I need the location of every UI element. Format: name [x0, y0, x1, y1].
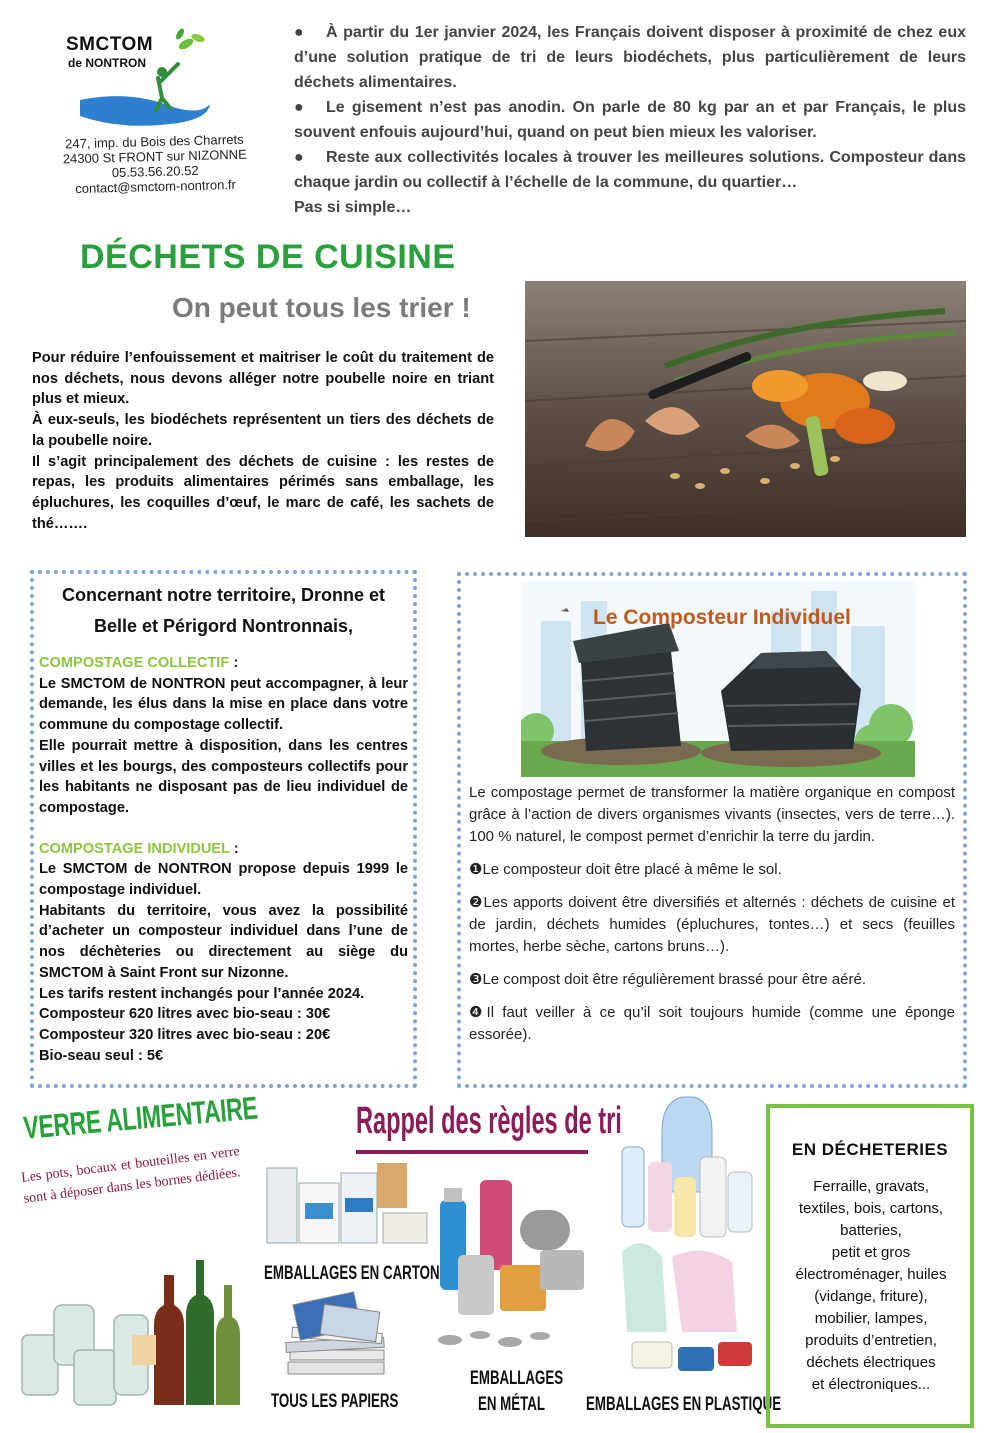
individuel-paragraph: Le SMCTOM de NONTRON propose depuis 1999 le compostage individuel. [39, 861, 408, 899]
phone-number: 05.53.56.20.52 [111, 162, 199, 181]
label-plastique: EMBALLAGES EN PLASTIQUE [586, 1394, 782, 1415]
individuel-paragraph: Les tarifs restent inchangés pour l’année 2024. [39, 985, 365, 1002]
price-line: Composteur 320 litres avec bio-seau : 20€ [39, 1026, 331, 1043]
logo-block [40, 20, 270, 210]
individuel-heading: COMPOSTAGE INDIVIDUEL : [39, 840, 239, 857]
carton-packaging-illustration [265, 1158, 430, 1258]
article-body [32, 348, 494, 534]
decheteries-line: petit et gros [831, 1244, 911, 1261]
decheteries-line: électroménager, huiles [795, 1266, 947, 1283]
intro-closing: Pas si simple… [294, 199, 412, 216]
composteur-rule: ❸Le compost doit être régulièrement brassé pour être aéré. [469, 971, 866, 988]
page-subtitle: On peut tous les trier ! [172, 292, 471, 323]
decheteries-line: textiles, bois, cartons, [798, 1200, 944, 1217]
article-paragraph: Il s’agit principalement des déchets de cuisine : les restes de repas, les produits alimentaires périmés sans emballage, les épluchures, les coquilles d’œuf, le marc de café, les sachets de thé……. [32, 453, 494, 532]
page-title: DÉCHETS DE CUISINE [80, 238, 456, 276]
article-paragraph: Pour réduire l’enfouissement et maitriser le coût du traitement de nos déchets, nous devons alléger notre poubelle noire en triant plus et mieux. [32, 350, 494, 408]
verre-text: Les pots, bocaux et bouteilles en verre sont à déposer dans les bornes dédiées. [20, 1144, 242, 1207]
address-line-2: 24300 St FRONT sur NIZONNE [62, 146, 247, 167]
metal-packaging-illustration [430, 1160, 590, 1360]
composteur-body [469, 782, 955, 1057]
price-line: Bio-seau seul : 5€ [39, 1047, 164, 1064]
rappel-underline [356, 1150, 588, 1154]
composteur-rule: ❷Les apports doivent être diversifiés et alternés : déchets de cuisine et de jardin, déchets humides (épluchures, tontes…) et secs (feuilles mortes, herbe sèche, cartons bruns…). [469, 894, 955, 955]
label-carton: EMBALLAGES EN CARTON [264, 1263, 440, 1284]
logo-address [39, 131, 270, 197]
composteur-intro: Le compostage permet de transformer la matière organique en compost grâce à l’action de divers organismes vivants (insectes, vers de terre…). 100 % naturel, le compost permet d’enrichir la terre du jardin. [469, 784, 955, 845]
glass-jars-illustration [14, 1255, 246, 1415]
decheteries-line: déchets électriques [806, 1354, 936, 1371]
plastic-packaging-illustration [612, 1092, 762, 1392]
logo-brand-sub: de NONTRON [68, 56, 146, 70]
composteur-rule: ❶Le composteur doit être placé à même le sol. [469, 861, 782, 878]
decheteries-line: et électroniques... [811, 1376, 931, 1393]
collectif-heading: COMPOSTAGE COLLECTIF : [39, 655, 239, 671]
label-papiers: TOUS LES PAPIERS [271, 1391, 399, 1412]
collectif-paragraph: Elle pourrait mettre à disposition, dans les centres villes et les bourgs, des composteurs collectifs pour les habitants ne disposant pas de lieu individuel de compostage. [39, 737, 408, 816]
territory-body [39, 653, 408, 1066]
intro-bullet: ● Le gisement n’est pas anodin. On parle de 80 kg par an et par Français, le plus souvent enfouis aujourd’hui, quand on peut bien mieux les valoriser. [294, 95, 966, 145]
verre-title: VERRE ALIMENTAIRE [22, 1089, 259, 1146]
decheteries-line: produits d’entretien, [805, 1332, 937, 1349]
email-address: contact@smctom-nontron.fr [75, 176, 237, 197]
price-line: Composteur 620 litres avec bio-seau : 30€ [39, 1006, 331, 1023]
rappel-title: Rappel des règles de tri [356, 1100, 622, 1142]
food-waste-photo [525, 281, 966, 537]
address-line-1: 247, imp. du Bois des Charrets [64, 131, 244, 152]
intro-bullets [294, 20, 966, 220]
individuel-paragraph: Habitants du territoire, vous avez la possibilité d’acheter un composteur individuel dans l’une de nos déchèteries ou directement au siège du SMCTOM à Saint Front sur Nizonne. [39, 902, 408, 981]
decheteries-line: batteries, [840, 1222, 902, 1239]
composteur-rule: ❹Il faut veiller à ce qu’il soit toujours humide (comme une éponge essorée). [469, 1004, 955, 1043]
territory-heading: Concernant notre territoire, Dronne et Belle et Périgord Nontronnais, [61, 585, 386, 636]
intro-bullet: ● Reste aux collectivités locales à trouver les meilleures solutions. Composteur dans chaque jardin ou collectif à l’échelle de la commune, du quartier… [294, 145, 966, 195]
papers-illustration [282, 1290, 390, 1382]
decheteries-title: EN DÉCHETERIES [791, 1140, 949, 1159]
decheteries-line: (vidange, friture), [814, 1288, 928, 1305]
label-metal-line1: EMBALLAGES [470, 1368, 564, 1389]
decheteries-list [776, 1176, 966, 1396]
composteur-title: Le Composteur Individuel [593, 606, 851, 629]
intro-bullet: ● À partir du 1er janvier 2024, les Français doivent disposer à proximité de chez eux d’une solution pratique de tri de leurs biodéchets, plus particulièrement de leurs déchets alimentaires. [294, 20, 966, 95]
bullet-icon: ● [294, 99, 304, 116]
decheteries-line: Ferraille, gravats, [813, 1178, 929, 1195]
article-paragraph: À eux-seuls, les biodéchets représentent un tiers des déchets de la poubelle noire. [32, 412, 494, 449]
label-metal-line2: EN MÉTAL [478, 1394, 545, 1415]
decheteries-line: mobilier, lampes, [814, 1310, 928, 1327]
bullet-icon: ● [294, 24, 304, 41]
logo-brand: SMCTOM [66, 34, 154, 55]
bullet-icon: ● [294, 149, 304, 166]
collectif-paragraph: Le SMCTOM de NONTRON peut accompagner, à leur demande, les élus dans la mise en place dans votre commune du compostage collectif. [39, 675, 408, 734]
